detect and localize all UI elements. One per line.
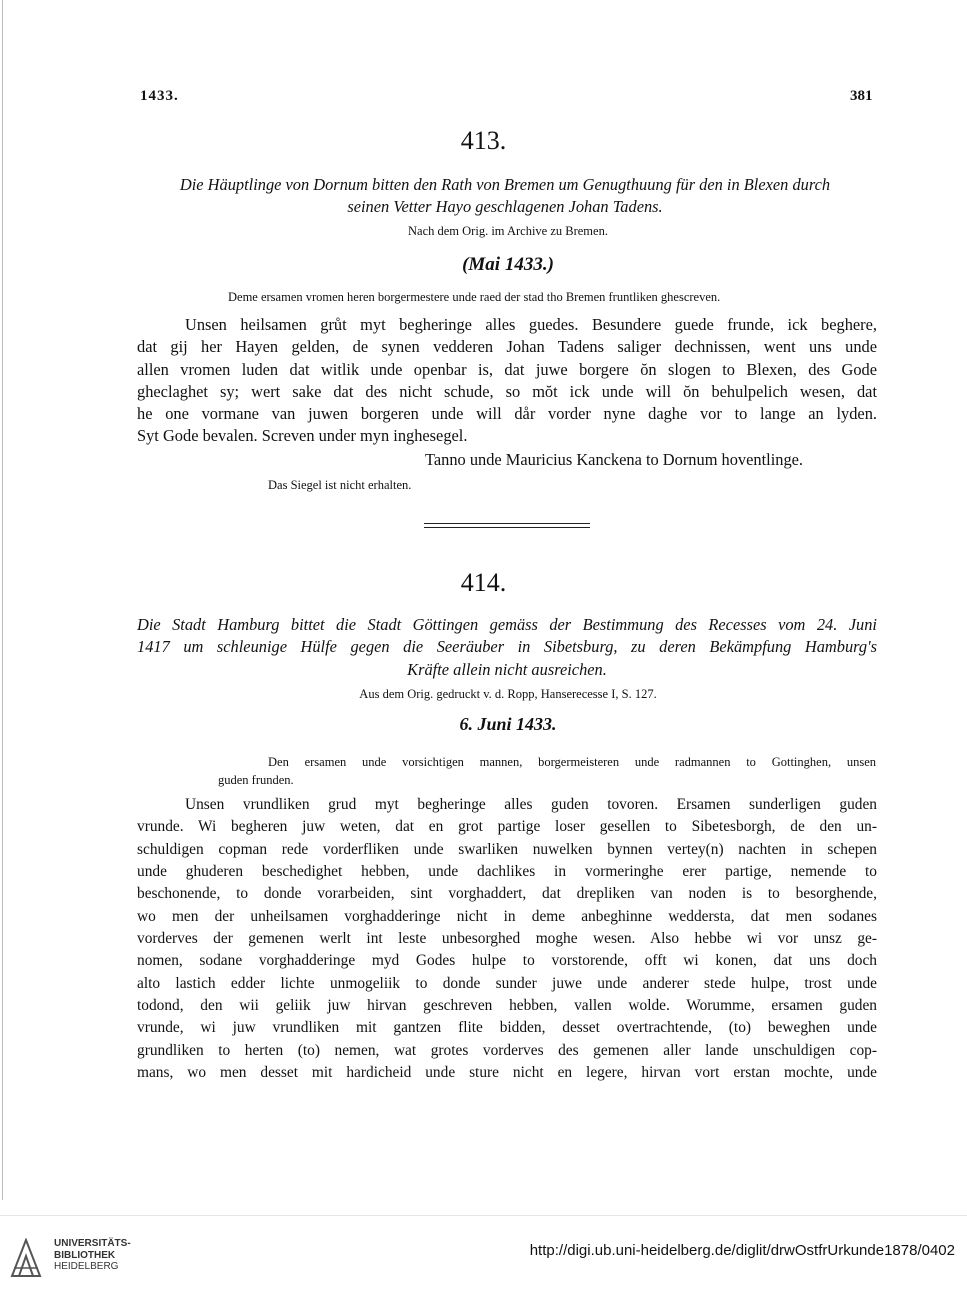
doc413-seal-note: Das Siegel ist nicht erhalten. xyxy=(268,478,412,492)
text-line: schuldigen copman rede vorderfliken unde swarliken nuwelken bynnen vertey(n) nachten in schepen xyxy=(137,840,877,858)
doc414-summary-line: 1417 um schleunige Hülfe gegen die Seeräuber in Sibetsburg, zu deren Bekämpfung Hamburg's xyxy=(137,637,877,657)
university-library-logo-icon xyxy=(10,1238,42,1278)
text-line: Unsen vrundliken grud myt begheringe alles guden tovoren. Ersamen sunderligen guden xyxy=(185,796,877,813)
text-line: allen vromen luden dat witlik unde openbar is, dat juwe borgere ŏn slogen to Blexen, des Gode xyxy=(137,359,877,379)
doc413-date: (Mai 1433.) xyxy=(462,254,554,275)
doc414-date: 6. Juni 1433. xyxy=(459,714,557,734)
doc413-address: Deme ersamen vromen heren borgermestere unde raed der stad tho Bremen fruntliken ghescreven. xyxy=(228,290,721,304)
text-line: gheclaghet sy; wert sake dat des nicht schude, so mŏt ick unde will ŏn behulpelich wesen, dat xyxy=(137,381,877,401)
page-edge xyxy=(2,0,3,1200)
text-line: wo men der unheilsamen vorghadderinge nicht in deme anbeghinne weddersta, dat men sodanes xyxy=(137,907,877,925)
text-line: Syt Gode bevalen. Screven under myn inghesegel. xyxy=(137,426,468,446)
doc414-text xyxy=(137,794,877,1084)
text-line: Unsen heilsamen grůt myt begheringe alles guedes. Besundere guede frunde, ick beghere, xyxy=(185,315,877,334)
text-line: unde ghuderen beschedighet hebben, unde dachlikes in vormeringhe erer partige, nemende to xyxy=(137,863,877,881)
doc413-summary xyxy=(120,174,890,218)
permalink-url[interactable]: http://digi.ub.uni-heidelberg.de/diglit/drwOstfrUrkunde1878/0402 xyxy=(529,1242,955,1259)
document-number-413: 413. xyxy=(460,126,507,155)
divider-rule xyxy=(424,527,590,528)
doc413-text xyxy=(137,314,877,448)
text-line: dat gij her Hayen gelden, de synen vedderen Johan Tadens saliger dechnissen, went uns unde xyxy=(137,337,877,357)
doc414-summary xyxy=(137,614,877,681)
doc414-summary-line: Die Stadt Hamburg bittet die Stadt Göttingen gemäss der Bestimmung des Recesses vom 24. Juni xyxy=(137,615,877,634)
document-number-414: 414. xyxy=(460,568,507,597)
text-line: nomen, sodane vorghadderinge myd Godes hulpe to vorstorende, offt wi konen, dat uns doch xyxy=(137,952,877,970)
text-line: alto lastich edder lichte unmogeliik to donde sunder juwe unde anderer stede hulpe, trost unde xyxy=(137,974,877,992)
viewer-footer xyxy=(0,1215,967,1290)
text-line: todond, den wii geliik juw hirvan geschreven hebben, vallen wolde. Worumme, ersamen guden xyxy=(137,997,877,1015)
text-line: beschonende, to donde vorarbeiden, sint vorghaddert, dat drepliken van noden is to besorghende, xyxy=(137,885,877,903)
library-name-line: HEIDELBERG xyxy=(54,1261,119,1272)
doc413-summary-line: Die Häuptlinge von Dornum bitten den Rath von Bremen um Genugthuung für den in Blexen durch xyxy=(179,175,831,194)
doc414-address xyxy=(218,753,876,789)
address-line: guden frunden. xyxy=(218,773,294,787)
doc413-signature: Tanno unde Mauricius Kanckena to Dornum hoventlinge. xyxy=(425,450,804,469)
text-line: mans, wo men desset mit hardicheid unde sture nicht en legere, hirvan vort erstan mochte, unde xyxy=(137,1064,877,1082)
divider-rule xyxy=(424,523,590,524)
library-name xyxy=(54,1238,131,1273)
library-name-line: BIBLIOTHEK xyxy=(54,1249,116,1261)
running-head-page-number: 381 xyxy=(850,88,873,104)
doc414-source: Aus dem Orig. gedruckt v. d. Ropp, Hanserecesse I, S. 127. xyxy=(359,687,657,701)
text-line: he one vormane van juwen borgeren unde will dår vorder nyne daghe vor to lange an lyden. xyxy=(137,404,877,424)
library-name-line: UNIVERSITÄTS- xyxy=(54,1238,131,1249)
running-head-year: 1433. xyxy=(140,88,179,104)
text-line: vrunde. Wi begheren juw weten, dat en grot partige loser gesellen to Sibetesborgh, de den un- xyxy=(137,818,877,836)
text-line: vorderves der gemenen werlt int leste unbesorghed moghe wesen. Also hebbe wi vor unsz ge- xyxy=(137,930,877,948)
address-line: Den ersamen unde vorsichtigen mannen, borgermeisteren unde radmannen to Gottinghen, unsen xyxy=(268,755,876,769)
text-line: vrunde, wi juw vrundliken mit gantzen flite bidden, desset overtrachtende, (to) beweghen unde xyxy=(137,1019,877,1037)
doc413-source: Nach dem Orig. im Archive zu Bremen. xyxy=(408,224,608,238)
doc413-summary-line: seinen Vetter Hayo geschlagenen Johan Tadens. xyxy=(347,197,663,216)
text-line: grundliken to herten (to) nemen, wat grotes vorderves des gemenen aller lande unschuldigen cop- xyxy=(137,1041,877,1059)
doc414-summary-line: Kräfte allein nicht ausreichen. xyxy=(407,659,607,679)
